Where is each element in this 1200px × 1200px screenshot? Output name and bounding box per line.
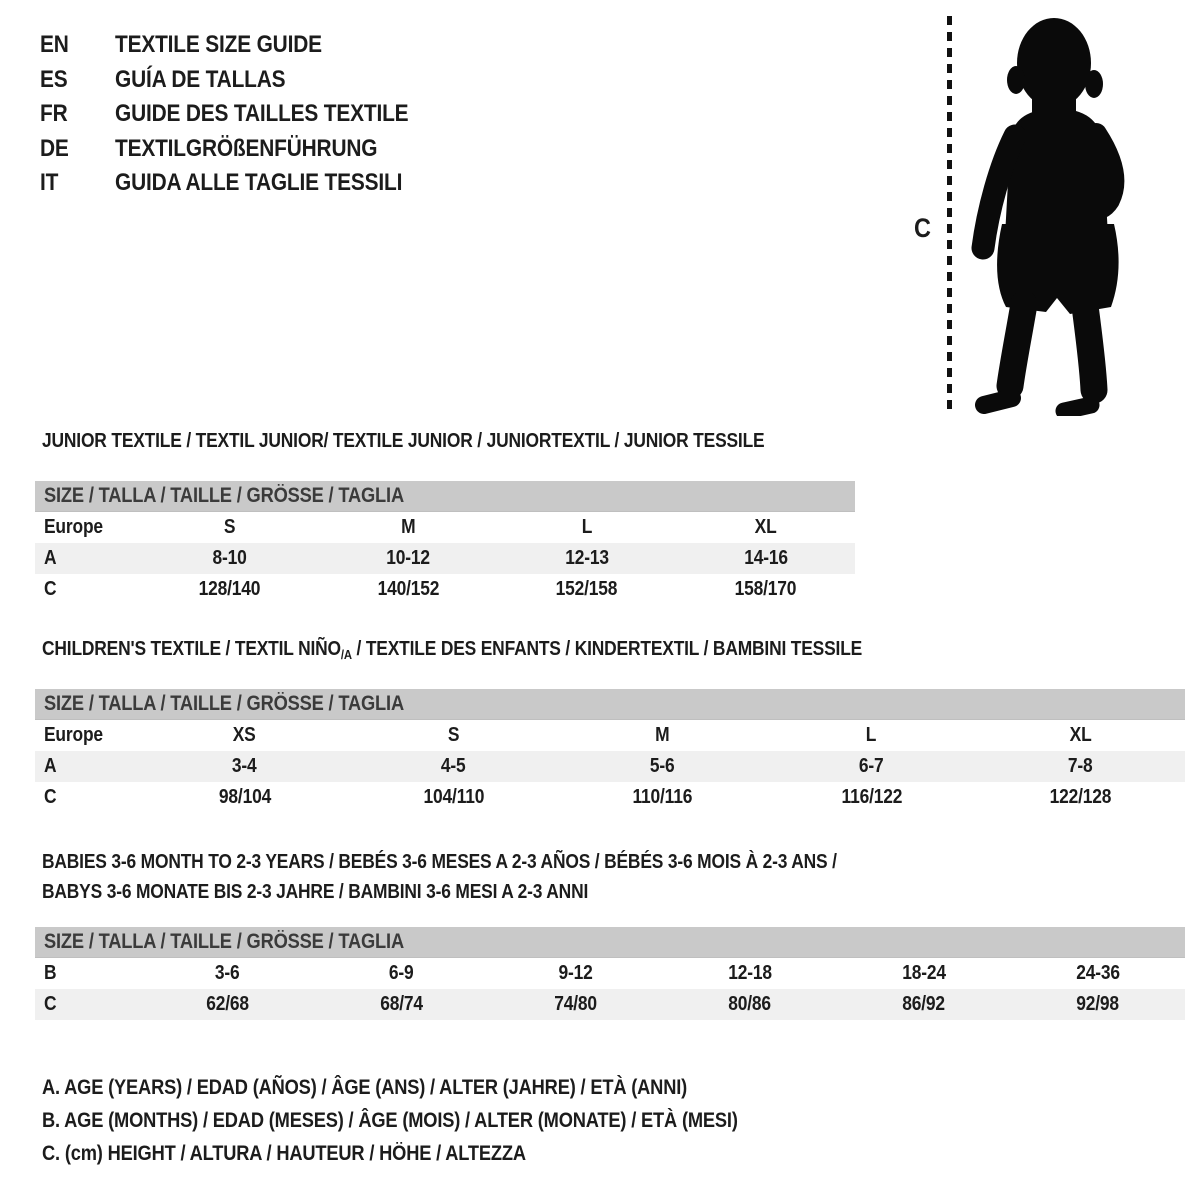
table-row [35,958,1185,989]
language-row [40,97,452,132]
cell-value: 104/110 [423,786,484,808]
language-code: EN [40,31,69,59]
babies-size-table [35,927,1185,1020]
cell-value: 4-5 [441,755,466,777]
cell-value: 6-7 [859,755,884,777]
cell-value: 7-8 [1068,755,1093,777]
cell-value: 62/68 [205,993,249,1015]
legend-note-a: A. AGE (YEARS) / EDAD (AÑOS) / ÂGE (ANS) / ALTER (JAHRE) / ETÀ (ANNI) [42,1075,688,1099]
children-size-table [35,689,1185,813]
babies-section-title: BABIES 3-6 MONTH TO 2-3 YEARS / BEBÉS 3-6 MESES A 2-3 AÑOS / BÉBÉS 3-6 MOIS À 2-3 ANS / BABYS 3-6 MONATE BIS 2-3 JAHRE / BAMBINI 3-6 MESI A 2-3 ANNI [42,851,837,903]
cell-value: 74/80 [554,993,597,1015]
cell-value: L [866,724,877,746]
row-label: A [44,547,57,569]
table-row [35,720,1185,751]
cell-value: L [581,516,593,538]
cell-value: 122/128 [1049,786,1112,808]
language-title: GUÍA DE TALLAS [115,65,286,93]
row-label: C [44,578,57,600]
row-label: B [44,962,57,984]
cell-value: 86/92 [902,993,946,1015]
cell-value: 24-36 [1076,962,1120,984]
cell-value: S [447,724,460,746]
cell-value: 18-24 [901,962,946,984]
height-dashed-line [947,16,952,416]
cell-value: 14-16 [743,547,788,569]
toddler-silhouette-icon [958,14,1144,416]
cell-value: 80/86 [728,993,771,1015]
cell-value: 98/104 [218,786,271,808]
language-row [40,63,452,98]
cell-value: 92/98 [1076,993,1120,1015]
cell-value: 9-12 [558,962,593,984]
cell-value: 10-12 [386,547,430,569]
language-title: GUIDA ALLE TAGLIE TESSILI [115,169,403,197]
cell-value: 3-6 [214,962,240,984]
language-row [40,28,452,63]
cell-value: 68/74 [379,993,423,1015]
children-section-title: CHILDREN'S TEXTILE / TEXTIL $NIÑO_{/A}$ / TEXTILE DES ENFANTS / KINDERTEXTIL / BAMBINI TESSILE [42,638,863,662]
junior-section-title: JUNIOR TEXTILE / TEXTIL JUNIOR/ TEXTILE JUNIOR / JUNIORTEXTIL / JUNIOR TESSILE [42,430,765,452]
language-title: TEXTILE SIZE GUIDE [115,31,322,59]
row-label: C [44,786,57,808]
table-row [35,543,855,574]
table-row [35,574,855,605]
height-measure-label: C [914,213,931,243]
language-title: TEXTILGRÖßENFÜHRUNG [115,134,378,162]
language-code: IT [40,169,59,197]
cell-value: 12-18 [727,962,772,984]
language-code: FR [40,100,68,128]
row-label: Europe [44,724,103,746]
size-header-bar: SIZE / TALLA / TAILLE / GRÖSSE / TAGLIA [35,689,1185,720]
table-row [35,989,1185,1020]
cell-value: M [655,724,670,746]
cell-value: XL [754,516,777,538]
language-row [40,166,452,201]
row-label: C [44,993,57,1015]
cell-value: 152/158 [556,578,618,600]
cell-value: XL [1069,724,1092,746]
cell-value: 5-6 [650,755,675,777]
cell-value: 116/122 [841,786,902,808]
table-row [35,782,1185,813]
cell-value: 6-9 [388,962,414,984]
cell-value: M [400,516,416,538]
size-header-bar: SIZE / TALLA / TAILLE / GRÖSSE / TAGLIA [35,481,855,512]
language-code: ES [40,65,68,93]
row-label: A [44,755,57,777]
language-title-list [40,28,452,201]
cell-value: 12-13 [565,547,609,569]
cell-value: 8-10 [212,547,247,569]
cell-value: XS [233,724,256,746]
cell-value: S [223,516,236,538]
language-row [40,132,452,167]
cell-value: 110/116 [632,786,693,808]
language-title: GUIDE DES TAILLES TEXTILE [115,100,409,128]
legend-note-b: B. AGE (MONTHS) / EDAD (MESES) / ÂGE (MOIS) / ALTER (MONATE) / ETÀ (MESI) [42,1108,738,1132]
cell-value: 3-4 [232,755,257,777]
size-header-bar: SIZE / TALLA / TAILLE / GRÖSSE / TAGLIA [35,927,1185,958]
legend-note-c: C. (cm) HEIGHT / ALTURA / HAUTEUR / HÖHE / ALTEZZA [42,1141,526,1165]
row-label: Europe [44,516,103,538]
junior-size-table [35,481,855,605]
cell-value: 140/152 [377,578,439,600]
table-row [35,751,1185,782]
language-code: DE [40,134,69,162]
legend-notes [42,1071,842,1170]
table-row [35,512,855,543]
cell-value: 128/140 [198,578,261,600]
cell-value: 158/170 [734,578,797,600]
